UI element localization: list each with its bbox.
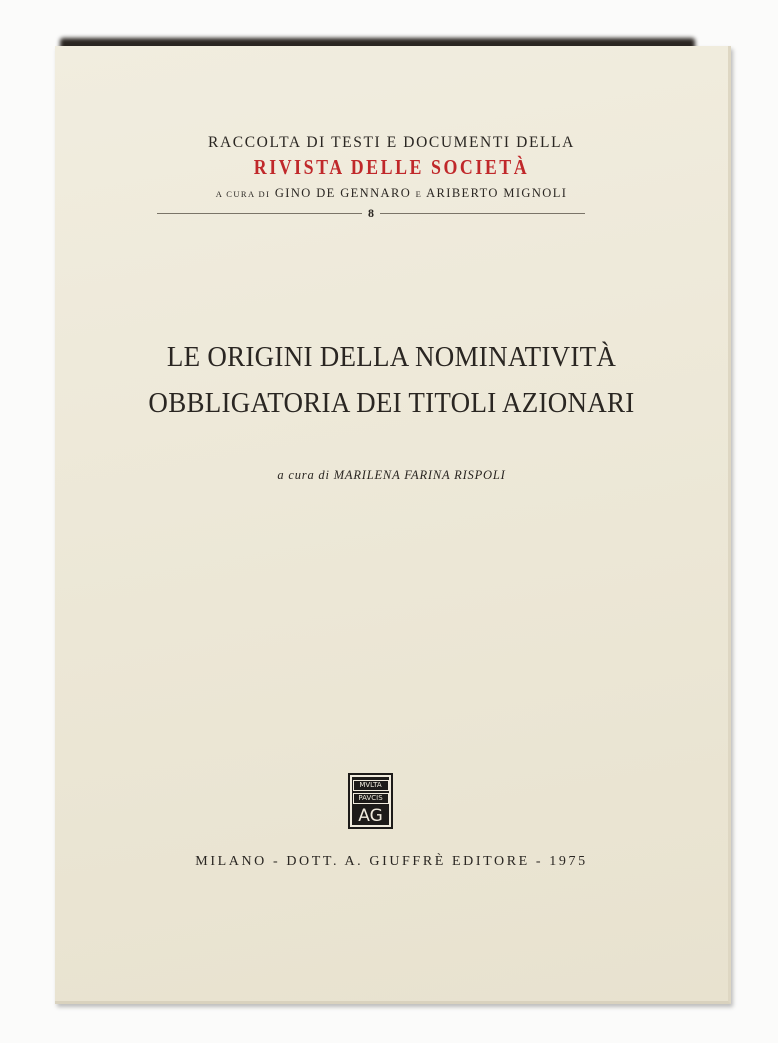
curator-1: GINO DE GENNARO: [274, 186, 412, 200]
publisher-logo: [348, 773, 393, 829]
book-title: [79, 334, 705, 426]
book-editor: [55, 468, 728, 483]
curators-and: E: [415, 189, 423, 199]
journal-title: RIVISTA DELLE SOCIETÀ: [253, 155, 530, 179]
editor-prefix: a cura di: [277, 468, 330, 482]
title-line-1: LE ORIGINI DELLA NOMINATIVITÀ: [166, 341, 617, 373]
divider: [380, 213, 585, 214]
curator-2: ARIBERTO MIGNOLI: [426, 186, 568, 200]
logo-monogram: AG: [358, 806, 383, 826]
title-line-2: OBBLIGATORIA DEI TITOLI AZIONARI: [148, 387, 635, 419]
series-title: RACCOLTA DI TESTI E DOCUMENTI DELLA: [208, 134, 575, 151]
logo-line-1: MVLTA: [353, 780, 389, 791]
volume-number: 8: [368, 206, 374, 220]
editor-name: MARILENA FARINA RISPOLI: [333, 468, 506, 482]
curators-prefix: A CURA DI: [215, 189, 271, 199]
series-curators: [55, 186, 728, 201]
book-cover: [55, 46, 731, 1004]
logo-line-2: PAVCIS: [353, 793, 389, 804]
divider: [157, 213, 362, 214]
volume-number-row: [157, 206, 585, 221]
publisher-imprint: MILANO - DOTT. A. GIUFFRÈ EDITORE - 1975: [195, 854, 588, 869]
